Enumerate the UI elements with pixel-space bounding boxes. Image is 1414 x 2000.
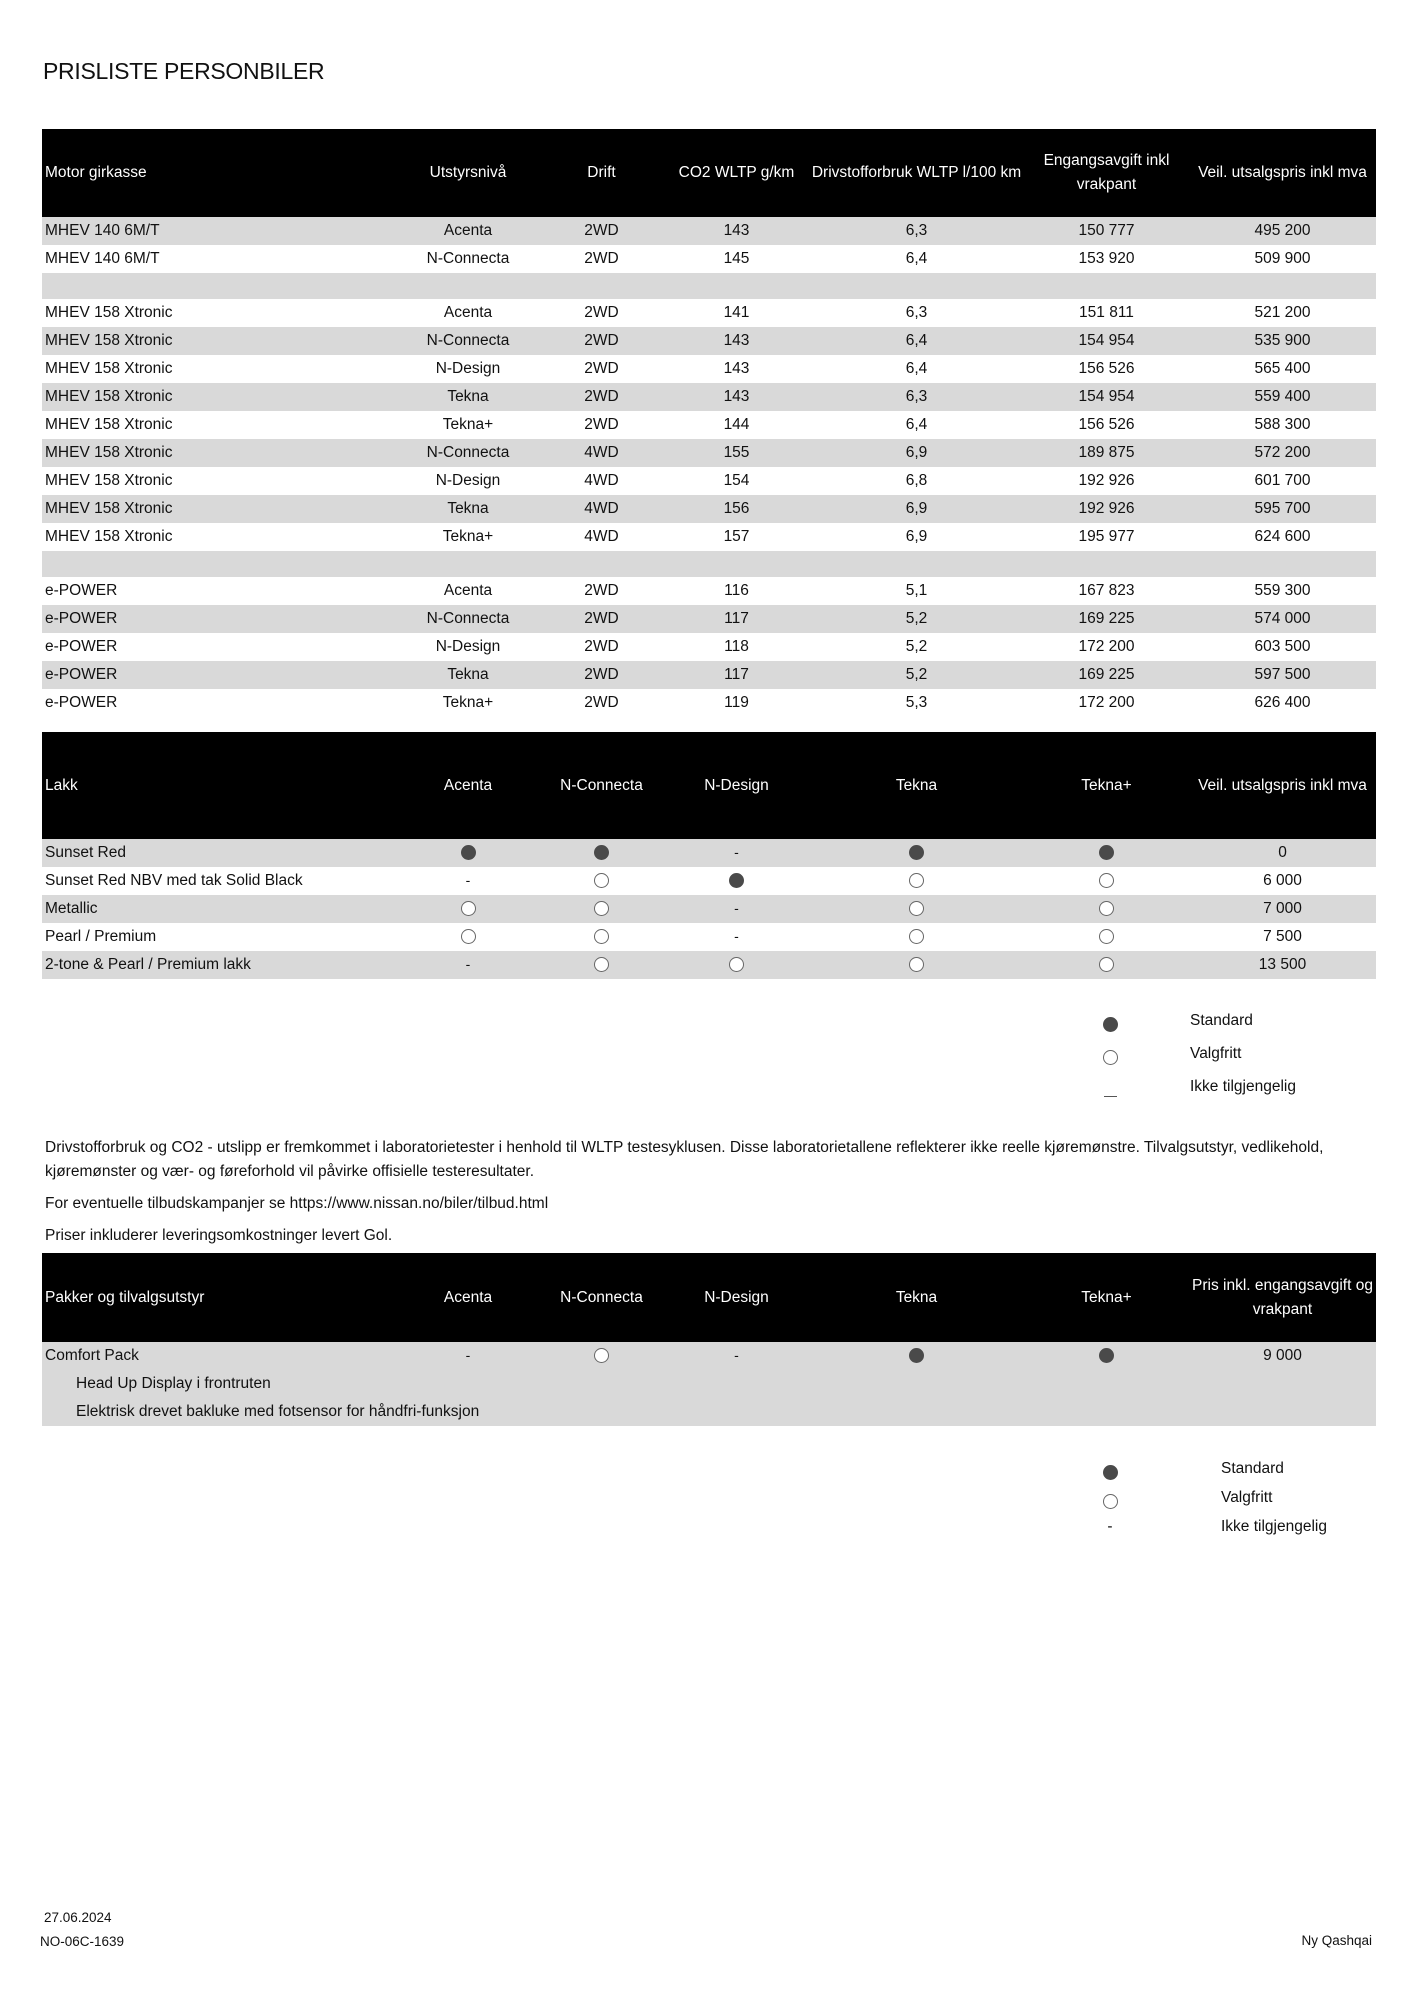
drive-cell: 4WD [539, 467, 664, 495]
group-spacer-row [42, 273, 1376, 299]
standard-dot-icon [909, 1348, 924, 1363]
note-wltp: Drivstofforbruk og CO2 - utslipp er fremkommet i laboratorietester i henhold til WLTP testesyklusen. Disse laboratorietallene reflekterer ikke reelle kjøremønstre. Tilvalgsutstyr, vedlikehold, kjøremønster og vær- og føreforhold vil påvirke offisielle testeresultater. [45, 1139, 1324, 1180]
motor-cell: MHEV 158 Xtronic [42, 467, 397, 495]
co2-cell: 144 [664, 411, 809, 439]
consumption-cell: 5,2 [809, 605, 1024, 633]
availability-cell [1024, 867, 1189, 895]
drive-cell: 2WD [539, 217, 664, 245]
not-available-dash-icon: - [465, 872, 471, 888]
registration-tax-cell: 153 920 [1024, 245, 1189, 273]
standard-dot-icon [461, 845, 476, 860]
drive-cell: 2WD [539, 245, 664, 273]
co2-cell: 143 [664, 327, 809, 355]
option-circle-icon [594, 957, 609, 972]
package-price-cell: 9 000 [1189, 1342, 1376, 1370]
motor-cell: MHEV 158 Xtronic [42, 411, 397, 439]
col-header-packages: Pakker og tilvalgsutstyr [42, 1253, 397, 1342]
col-header-registration-tax: Engangsavgift inkl vrakpant [1024, 129, 1189, 217]
table-row [42, 867, 1376, 895]
option-circle-icon [1099, 929, 1114, 944]
not-available-dash-icon: - [1107, 1518, 1113, 1535]
trim-cell: Tekna [397, 383, 539, 411]
co2-cell: 156 [664, 495, 809, 523]
retail-price-cell: 535 900 [1189, 327, 1376, 355]
motor-cell: MHEV 158 Xtronic [42, 495, 397, 523]
retail-price-cell: 495 200 [1189, 217, 1376, 245]
registration-tax-cell: 167 823 [1024, 577, 1189, 605]
drive-cell: 2WD [539, 355, 664, 383]
availability-cell [1024, 839, 1189, 867]
package-sub-item: Head Up Display i frontruten [42, 1370, 1376, 1398]
co2-cell: 116 [664, 577, 809, 605]
table-row [42, 523, 1376, 551]
footer-date: 27.06.2024 [44, 1910, 112, 1925]
drive-cell: 2WD [539, 605, 664, 633]
col-header-acenta: Acenta [397, 1253, 539, 1342]
consumption-cell: 6,9 [809, 495, 1024, 523]
paint-table [42, 732, 1376, 979]
trim-cell: N-Connecta [397, 245, 539, 273]
registration-tax-cell: 169 225 [1024, 661, 1189, 689]
drive-cell: 2WD [539, 689, 664, 717]
retail-price-cell: 521 200 [1189, 299, 1376, 327]
motor-cell: e-POWER [42, 689, 397, 717]
motor-cell: MHEV 158 Xtronic [42, 299, 397, 327]
co2-cell: 117 [664, 661, 809, 689]
availability-cell [539, 867, 664, 895]
motor-cell: MHEV 158 Xtronic [42, 355, 397, 383]
col-header-n-design: N-Design [664, 1253, 809, 1342]
option-circle-icon [909, 957, 924, 972]
consumption-cell: 6,4 [809, 327, 1024, 355]
availability-cell [539, 895, 664, 923]
spacer-cell [42, 273, 1376, 299]
registration-tax-cell: 172 200 [1024, 689, 1189, 717]
registration-tax-cell: 154 954 [1024, 327, 1189, 355]
availability-cell [809, 867, 1024, 895]
paint-price-cell: 0 [1189, 839, 1376, 867]
paint-name-cell: 2-tone & Pearl / Premium lakk [42, 951, 397, 979]
standard-dot-icon [594, 845, 609, 860]
retail-price-cell: 624 600 [1189, 523, 1376, 551]
availability-cell [1024, 1342, 1189, 1370]
option-circle-icon [729, 957, 744, 972]
table-row [42, 633, 1376, 661]
drive-cell: 4WD [539, 439, 664, 467]
trim-cell: N-Connecta [397, 605, 539, 633]
retail-price-cell: 509 900 [1189, 245, 1376, 273]
registration-tax-cell: 192 926 [1024, 467, 1189, 495]
table-row [42, 689, 1376, 717]
drive-cell: 2WD [539, 383, 664, 411]
legend-option-label: Valgfritt [1221, 1489, 1273, 1506]
col-header-tekna: Tekna [809, 732, 1024, 839]
co2-cell: 143 [664, 355, 809, 383]
motor-cell: MHEV 158 Xtronic [42, 383, 397, 411]
availability-cell [809, 839, 1024, 867]
trim-cell: N-Design [397, 633, 539, 661]
availability-cell [664, 951, 809, 979]
availability-cell [397, 951, 539, 979]
option-circle-icon [909, 873, 924, 888]
option-circle-icon [594, 1348, 609, 1363]
col-header-tekna: Tekna [809, 1253, 1024, 1342]
availability-cell [809, 951, 1024, 979]
consumption-cell: 6,3 [809, 299, 1024, 327]
drive-cell: 4WD [539, 495, 664, 523]
not-available-dash-icon: - [734, 928, 739, 944]
motor-cell: MHEV 158 Xtronic [42, 523, 397, 551]
registration-tax-cell: 189 875 [1024, 439, 1189, 467]
col-header-acenta: Acenta [397, 732, 539, 839]
col-header-paint: Lakk [42, 732, 397, 839]
table-row [42, 495, 1376, 523]
legend-option-label: Valgfritt [1190, 1045, 1242, 1062]
option-circle-icon [594, 873, 609, 888]
paint-name-cell: Sunset Red NBV med tak Solid Black [42, 867, 397, 895]
col-header-trim: Utstyrsnivå [397, 129, 539, 217]
legend-na-label: Ikke tilgjengelig [1221, 1518, 1327, 1535]
paint-price-cell: 6 000 [1189, 867, 1376, 895]
co2-cell: 145 [664, 245, 809, 273]
availability-cell [809, 895, 1024, 923]
standard-dot-icon [729, 873, 744, 888]
motor-cell: e-POWER [42, 661, 397, 689]
availability-cell [664, 867, 809, 895]
col-header-tekna-plus: Tekna+ [1024, 1253, 1189, 1342]
consumption-cell: 6,9 [809, 523, 1024, 551]
option-circle-icon [1101, 1049, 1119, 1067]
table-row [42, 383, 1376, 411]
motor-cell: e-POWER [42, 577, 397, 605]
registration-tax-cell: 156 526 [1024, 355, 1189, 383]
consumption-cell: 5,1 [809, 577, 1024, 605]
trim-cell: Tekna+ [397, 523, 539, 551]
table-row [42, 951, 1376, 979]
registration-tax-cell: 150 777 [1024, 217, 1189, 245]
retail-price-cell: 572 200 [1189, 439, 1376, 467]
drive-cell: 2WD [539, 661, 664, 689]
co2-cell: 118 [664, 633, 809, 661]
package-sub-item: Elektrisk drevet bakluke med fotsensor for håndfri-funksjon [42, 1398, 1376, 1426]
table-row [42, 661, 1376, 689]
trim-cell: Acenta [397, 299, 539, 327]
col-header-retail-price: Veil. utsalgspris inkl mva [1189, 129, 1376, 217]
option-circle-icon [1099, 873, 1114, 888]
co2-cell: 143 [664, 383, 809, 411]
table-row [42, 439, 1376, 467]
motor-cell: MHEV 158 Xtronic [42, 327, 397, 355]
not-available-dash-icon [1101, 1088, 1119, 1106]
paint-price-cell: 7 000 [1189, 895, 1376, 923]
registration-tax-cell: 154 954 [1024, 383, 1189, 411]
registration-tax-cell: 195 977 [1024, 523, 1189, 551]
availability-cell [397, 1342, 539, 1370]
package-sub-item-row [42, 1370, 1376, 1398]
availability-cell [539, 923, 664, 951]
legend-standard-label: Standard [1190, 1012, 1253, 1029]
trim-cell: Acenta [397, 217, 539, 245]
retail-price-cell: 595 700 [1189, 495, 1376, 523]
table-row [42, 217, 1376, 245]
registration-tax-cell: 169 225 [1024, 605, 1189, 633]
option-circle-icon [461, 901, 476, 916]
option-circle-icon [1099, 957, 1114, 972]
retail-price-cell: 574 000 [1189, 605, 1376, 633]
availability-cell [664, 923, 809, 951]
table-row [42, 895, 1376, 923]
packages-table [42, 1253, 1376, 1426]
option-circle-icon [909, 929, 924, 944]
motor-cell: MHEV 140 6M/T [42, 245, 397, 273]
footer-model: Ny Qashqai [1301, 1933, 1372, 1948]
availability-cell [397, 839, 539, 867]
option-circle-icon [1099, 901, 1114, 916]
retail-price-cell: 565 400 [1189, 355, 1376, 383]
option-circle-icon [594, 929, 609, 944]
legend-na-label: Ikke tilgjengelig [1190, 1078, 1296, 1095]
drive-cell: 2WD [539, 577, 664, 605]
standard-dot-icon [1099, 845, 1114, 860]
model-price-table [42, 129, 1376, 717]
consumption-cell: 6,3 [809, 217, 1024, 245]
table-row [42, 355, 1376, 383]
consumption-cell: 6,8 [809, 467, 1024, 495]
col-header-package-price: Pris inkl. engangsavgift og vrakpant [1189, 1253, 1376, 1342]
co2-cell: 157 [664, 523, 809, 551]
retail-price-cell: 559 300 [1189, 577, 1376, 605]
availability-cell [1024, 895, 1189, 923]
co2-cell: 117 [664, 605, 809, 633]
availability-cell [664, 839, 809, 867]
availability-cell [809, 923, 1024, 951]
col-header-n-design: N-Design [664, 732, 809, 839]
consumption-cell: 5,2 [809, 633, 1024, 661]
registration-tax-cell: 151 811 [1024, 299, 1189, 327]
retail-price-cell: 626 400 [1189, 689, 1376, 717]
drive-cell: 4WD [539, 523, 664, 551]
consumption-cell: 5,2 [809, 661, 1024, 689]
motor-cell: e-POWER [42, 605, 397, 633]
paint-name-cell: Sunset Red [42, 839, 397, 867]
co2-cell: 141 [664, 299, 809, 327]
standard-dot-icon [1101, 1016, 1119, 1034]
col-header-drive: Drift [539, 129, 664, 217]
availability-cell [809, 1342, 1024, 1370]
standard-dot-icon [1099, 1348, 1114, 1363]
consumption-cell: 6,4 [809, 245, 1024, 273]
co2-cell: 155 [664, 439, 809, 467]
table-row [42, 327, 1376, 355]
consumption-cell: 6,4 [809, 355, 1024, 383]
availability-cell [539, 1342, 664, 1370]
note-campaigns: For eventuelle tilbudskampanjer se https://www.nissan.no/biler/tilbud.html [45, 1195, 549, 1212]
note-delivery: Priser inkluderer leveringsomkostninger levert Gol. [45, 1227, 393, 1244]
paint-price-cell: 13 500 [1189, 951, 1376, 979]
col-header-motor: Motor girkasse [42, 129, 397, 217]
motor-cell: e-POWER [42, 633, 397, 661]
paint-price-cell: 7 500 [1189, 923, 1376, 951]
col-header-tekna-plus: Tekna+ [1024, 732, 1189, 839]
availability-cell [397, 895, 539, 923]
drive-cell: 2WD [539, 299, 664, 327]
availability-cell [539, 951, 664, 979]
table-row [42, 577, 1376, 605]
table-row [42, 605, 1376, 633]
registration-tax-cell: 192 926 [1024, 495, 1189, 523]
trim-cell: N-Design [397, 355, 539, 383]
table-row [42, 245, 1376, 273]
retail-price-cell: 588 300 [1189, 411, 1376, 439]
co2-cell: 143 [664, 217, 809, 245]
availability-cell [1024, 923, 1189, 951]
consumption-cell: 6,3 [809, 383, 1024, 411]
standard-dot-icon [1101, 1464, 1119, 1482]
page-title: PRISLISTE PERSONBILER [43, 58, 325, 84]
availability-cell [539, 839, 664, 867]
col-header-n-connecta: N-Connecta [539, 732, 664, 839]
trim-cell: N-Connecta [397, 439, 539, 467]
trim-cell: N-Design [397, 467, 539, 495]
trim-cell: Tekna+ [397, 689, 539, 717]
availability-cell [397, 867, 539, 895]
drive-cell: 2WD [539, 327, 664, 355]
not-available-dash-icon: - [734, 1347, 739, 1363]
trim-cell: Tekna [397, 661, 539, 689]
table-row [42, 923, 1376, 951]
option-circle-icon [1101, 1493, 1119, 1511]
col-header-n-connecta: N-Connecta [539, 1253, 664, 1342]
retail-price-cell: 601 700 [1189, 467, 1376, 495]
col-header-co2: CO2 WLTP g/km [664, 129, 809, 217]
trim-cell: Tekna [397, 495, 539, 523]
legend-standard-label: Standard [1221, 1460, 1284, 1477]
availability-cell [664, 1342, 809, 1370]
option-circle-icon [594, 901, 609, 916]
co2-cell: 154 [664, 467, 809, 495]
footer-code: NO-06C-1639 [40, 1934, 125, 1949]
group-spacer-row [42, 551, 1376, 577]
retail-price-cell: 559 400 [1189, 383, 1376, 411]
registration-tax-cell: 172 200 [1024, 633, 1189, 661]
package-sub-item-row [42, 1398, 1376, 1426]
retail-price-cell: 597 500 [1189, 661, 1376, 689]
col-header-consumption: Drivstofforbruk WLTP l/100 km [809, 129, 1024, 217]
table-row [42, 299, 1376, 327]
consumption-cell: 5,3 [809, 689, 1024, 717]
availability-cell [1024, 951, 1189, 979]
not-available-dash-icon: - [465, 956, 471, 972]
paint-name-cell: Pearl / Premium [42, 923, 397, 951]
drive-cell: 2WD [539, 411, 664, 439]
package-name-cell: Comfort Pack [42, 1342, 397, 1370]
not-available-dash-icon: - [465, 1347, 471, 1363]
retail-price-cell: 603 500 [1189, 633, 1376, 661]
not-available-dash-icon: - [734, 900, 739, 916]
drive-cell: 2WD [539, 633, 664, 661]
table-row [42, 1342, 1376, 1370]
registration-tax-cell: 156 526 [1024, 411, 1189, 439]
paint-name-cell: Metallic [42, 895, 397, 923]
spacer-cell [42, 551, 1376, 577]
table-row [42, 411, 1376, 439]
option-circle-icon [461, 929, 476, 944]
not-available-dash-icon: - [734, 844, 739, 860]
trim-cell: Acenta [397, 577, 539, 605]
trim-cell: N-Connecta [397, 327, 539, 355]
col-header-retail-price: Veil. utsalgspris inkl mva [1189, 732, 1376, 839]
availability-cell [664, 895, 809, 923]
availability-cell [397, 923, 539, 951]
table-row [42, 839, 1376, 867]
table-row [42, 467, 1376, 495]
motor-cell: MHEV 158 Xtronic [42, 439, 397, 467]
standard-dot-icon [909, 845, 924, 860]
motor-cell: MHEV 140 6M/T [42, 217, 397, 245]
trim-cell: Tekna+ [397, 411, 539, 439]
consumption-cell: 6,4 [809, 411, 1024, 439]
consumption-cell: 6,9 [809, 439, 1024, 467]
option-circle-icon [909, 901, 924, 916]
co2-cell: 119 [664, 689, 809, 717]
